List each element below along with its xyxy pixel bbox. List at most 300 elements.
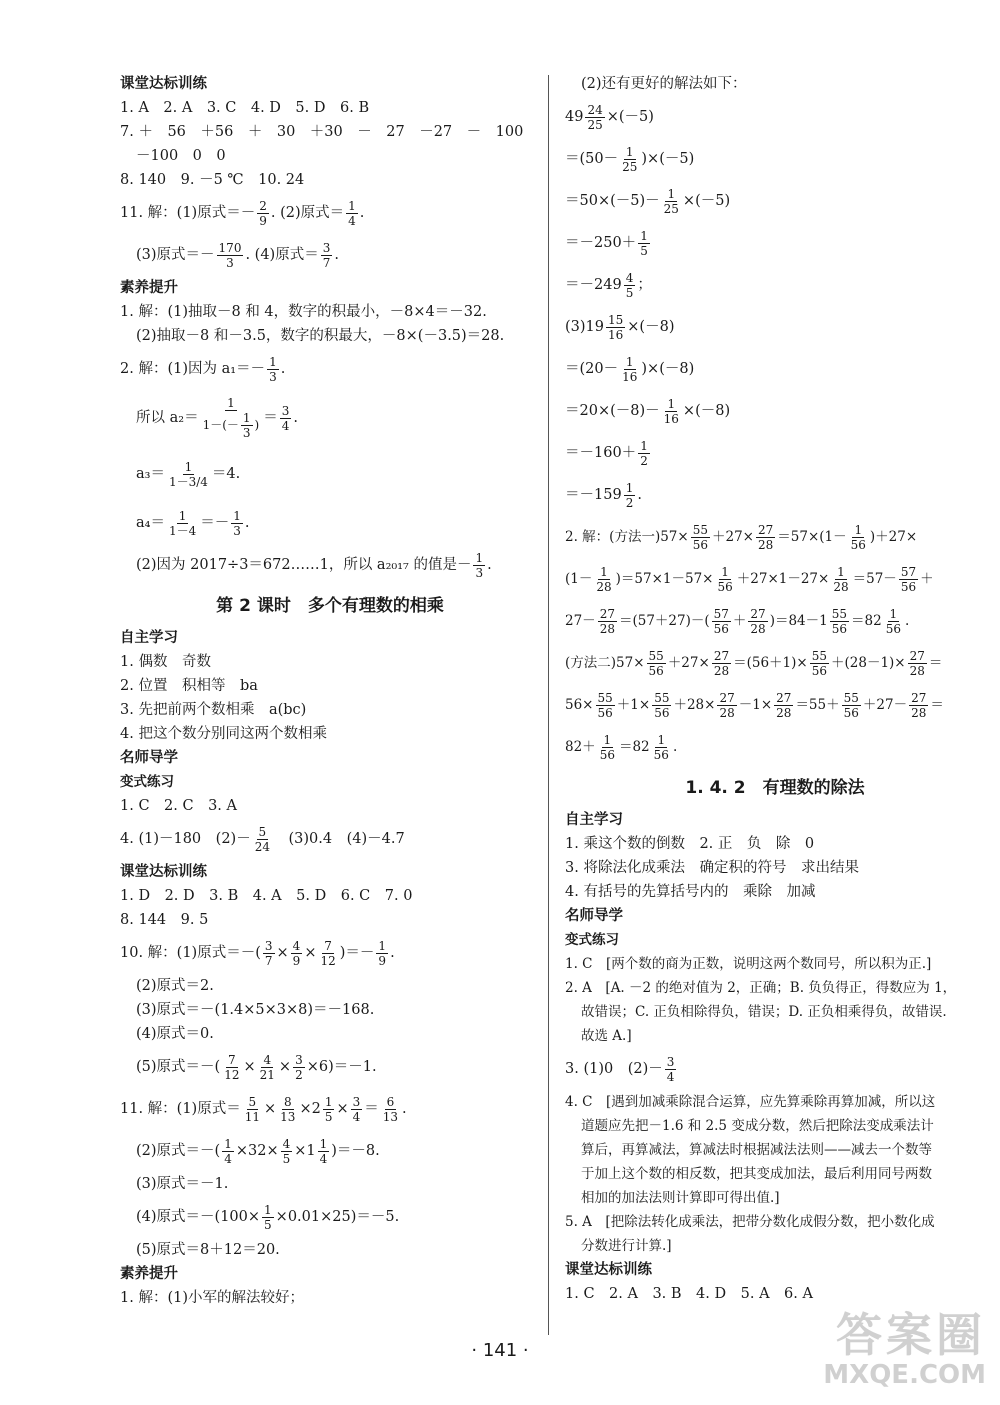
fraction	[810, 649, 829, 678]
text: ＋	[920, 571, 934, 587]
numerator: 55	[692, 523, 708, 537]
fraction	[262, 1203, 274, 1232]
page-number: · 141 ·	[471, 1340, 529, 1361]
numerator: 8	[283, 1094, 292, 1109]
answer-line: 道题应先把－1.6 和 2.5 变成分数，然后把除法变成乘法计	[581, 1118, 934, 1134]
text: ＋1×	[616, 697, 651, 713]
denominator: 28	[776, 706, 792, 720]
lesson-heading: 第 2 课时 多个有理数的相乘	[216, 596, 444, 616]
text: 11. 解：(1)原式＝－	[120, 205, 256, 221]
section-title: 素养提升	[120, 1266, 178, 1282]
answer-line	[565, 306, 985, 348]
denominator: 4	[281, 418, 290, 433]
text: 2. 解：(1)因为 a₁＝－	[120, 361, 266, 377]
text: ＝57－	[852, 571, 897, 587]
denominator: 56	[654, 706, 670, 720]
fraction	[241, 411, 253, 440]
denominator: 9	[378, 953, 387, 968]
fraction	[899, 565, 918, 594]
denominator: 4	[666, 1069, 675, 1084]
answer-line: 故选 A.]	[581, 1028, 632, 1044]
fraction	[624, 481, 636, 510]
text: 4. (1)－180 (2)－	[120, 831, 251, 847]
denominator: 2	[295, 1067, 303, 1082]
text: ＝	[930, 697, 944, 713]
text: a₄＝	[136, 515, 165, 531]
right-column	[565, 72, 985, 1306]
denominator: 24	[254, 839, 270, 854]
denominator: 3	[242, 426, 251, 440]
fraction	[647, 649, 666, 678]
denominator: 3	[475, 565, 484, 580]
answer-line	[120, 446, 540, 502]
fraction	[652, 733, 671, 762]
numerator: 7	[324, 938, 332, 953]
numerator: 1	[667, 186, 676, 201]
text: ＝－160＋	[565, 445, 637, 461]
fraction	[217, 241, 244, 270]
answer-line: (4)原式＝0.	[136, 1026, 214, 1042]
fraction	[594, 565, 613, 594]
text: ＝82	[618, 739, 650, 755]
denominator: 5	[282, 1151, 291, 1166]
fraction	[267, 355, 279, 384]
numerator: 1	[224, 1136, 232, 1151]
denominator: 28	[833, 580, 849, 594]
text: (2)因为 2017÷3＝672……1，所以 a₂₀₁₇ 的值是－	[136, 557, 472, 573]
period: .	[334, 247, 339, 263]
answer-line: 3. 先把前两个数相乘 a(bc)	[120, 702, 307, 718]
text: ＝50×(－5)－	[565, 193, 660, 209]
numerator: 4	[625, 270, 634, 285]
numerator: 1	[625, 354, 634, 369]
text: . (2)原式＝	[270, 205, 345, 221]
fraction	[167, 460, 210, 489]
text: ×	[304, 945, 317, 961]
section-title: 课堂达标训练	[565, 1262, 652, 1278]
text: ×0.01×25)＝－5.	[275, 1209, 400, 1225]
answer-line: 1. 偶数 奇数	[120, 654, 211, 670]
text: ×	[336, 1101, 349, 1117]
text: .	[672, 739, 678, 755]
answer-line	[565, 516, 985, 558]
numerator: 57	[713, 607, 729, 621]
numerator: 27	[776, 691, 792, 705]
fraction	[662, 187, 681, 216]
text: 2. 解：(方法一)57×	[565, 529, 689, 545]
fraction	[278, 1095, 297, 1124]
fraction	[253, 825, 272, 854]
text: )×(－8)	[641, 361, 695, 377]
fraction	[691, 523, 710, 552]
section-title: 素养提升	[120, 280, 178, 296]
denominator: 56	[900, 580, 917, 594]
denominator: 5	[625, 285, 634, 300]
answer-line	[120, 1196, 540, 1238]
fraction	[243, 1095, 262, 1124]
fraction	[620, 355, 639, 384]
text: ×6)＝－1.	[306, 1059, 377, 1075]
text: ×	[276, 945, 289, 961]
denominator: 7	[322, 255, 331, 270]
text: ×	[278, 1059, 292, 1075]
fraction	[665, 1055, 677, 1084]
answer-line	[565, 726, 985, 768]
period: .	[390, 945, 395, 961]
text: .	[637, 487, 642, 503]
denominator: 16	[608, 327, 624, 342]
denominator: 16	[622, 369, 638, 384]
numerator: 1	[324, 1094, 333, 1109]
answer-line: 分数进行计算.]	[581, 1238, 672, 1254]
text: －1×	[738, 697, 773, 713]
text: a₃＝	[136, 466, 165, 482]
numerator: 1	[348, 198, 356, 213]
numerator: 3	[295, 1052, 303, 1067]
answer-line: 相加的加法法则计算即可得出值.]	[581, 1190, 780, 1206]
numerator: 55	[597, 691, 613, 705]
text: ＝57×(1－	[777, 529, 847, 545]
fraction	[293, 1053, 305, 1082]
column-divider	[548, 75, 549, 1335]
numerator: 3	[264, 938, 273, 953]
answer-line: 1. 解：(1)抽取－8 和 4，数字的积最小，－8×4＝－32.	[120, 304, 487, 320]
text: ＝55＋	[795, 697, 840, 713]
denominator: 12	[224, 1067, 240, 1082]
fraction	[321, 241, 333, 270]
text: (3)19	[565, 319, 604, 335]
fraction	[620, 145, 639, 174]
numerator: 4	[292, 938, 301, 953]
fraction	[222, 1137, 234, 1166]
answer-line	[120, 390, 540, 446]
fraction	[756, 523, 775, 552]
answer-line	[120, 544, 540, 586]
denominator: 11	[244, 1109, 260, 1124]
text: ＝(56＋1)×	[733, 655, 808, 671]
numerator: 1	[625, 480, 634, 495]
text: ×2	[299, 1101, 321, 1117]
denominator: 25	[663, 201, 679, 216]
numerator: 1	[889, 607, 898, 621]
answer-line: (3)原式＝－(1.4×5×3×8)＝－168.	[136, 1002, 375, 1018]
denominator: 1－3/4	[168, 474, 208, 489]
fraction	[849, 523, 868, 552]
answer-line	[565, 180, 985, 222]
text: )	[254, 418, 260, 432]
answer-line	[120, 234, 540, 276]
numerator: 24	[587, 102, 603, 117]
lesson-heading: 1. 4. 2 有理数的除法	[685, 778, 865, 798]
denominator: 56	[648, 664, 664, 678]
text: ＝4.	[211, 466, 241, 482]
numerator: 57	[900, 565, 917, 579]
section-title: 课堂达标训练	[120, 76, 207, 92]
text: ＋27×	[667, 655, 710, 671]
numerator: 3	[352, 1094, 361, 1109]
answer-line	[120, 1088, 540, 1130]
answer-line	[565, 1048, 985, 1090]
numerator: 3	[281, 403, 290, 418]
numerator: 170	[218, 240, 242, 255]
numerator: 55	[648, 649, 664, 663]
numerator: 5	[258, 824, 267, 839]
answer-line: (2)抽取－8 和－3.5，数字的积最大，－8×(－3.5)＝28.	[136, 328, 505, 344]
numerator: 27	[750, 607, 766, 621]
period: .	[359, 205, 365, 221]
text: ＝－250＋	[565, 235, 637, 251]
denominator: 56	[850, 538, 866, 552]
numerator: 27	[757, 523, 774, 537]
denominator: 56	[885, 622, 901, 636]
numerator: 1	[242, 411, 251, 425]
denominator: 2	[625, 495, 634, 510]
denominator: 12	[320, 953, 336, 968]
denominator: 13	[382, 1109, 399, 1124]
text: ＋28×	[673, 697, 716, 713]
text: ＝82	[851, 613, 882, 629]
watermark-logo: 答案圈	[836, 1308, 986, 1362]
numerator: 1	[625, 144, 634, 159]
equals: ＝	[364, 1101, 379, 1117]
text: 11. 解：(1)原式＝	[120, 1101, 241, 1117]
denominator: 56	[831, 622, 848, 636]
fraction	[652, 691, 671, 720]
answer-line	[565, 600, 985, 642]
numerator: 1	[184, 459, 193, 474]
denominator: 3	[233, 523, 241, 538]
denominator: 3	[226, 255, 234, 270]
denominator: 21	[259, 1067, 275, 1082]
denominator: 3	[269, 369, 277, 384]
watermark	[786, 1309, 986, 1393]
subsection-title: 变式练习	[120, 774, 174, 790]
period: .	[280, 361, 286, 377]
answer-line: －100 0 0	[136, 148, 226, 164]
text: (5)原式＝－(	[136, 1059, 221, 1075]
period: .	[487, 557, 492, 573]
numerator: 1	[264, 1202, 272, 1217]
numerator: 2	[259, 198, 267, 213]
fraction	[774, 691, 793, 720]
answer-line: (3)原式＝－1.	[136, 1176, 229, 1192]
answer-line: 1. D 2. D 3. B 4. A 5. D 6. C 7. 0	[120, 888, 413, 904]
fraction	[167, 509, 198, 538]
fraction	[638, 229, 650, 258]
text: ＝－159	[565, 487, 622, 503]
numerator: 4	[263, 1052, 272, 1067]
denominator: 28	[757, 538, 774, 552]
answer-line	[565, 684, 985, 726]
text: ＝20×(－8)－	[565, 403, 660, 419]
answer-line	[120, 1046, 540, 1088]
fraction	[231, 509, 243, 538]
text: ×	[264, 1101, 277, 1117]
fraction	[585, 103, 604, 132]
answer-line	[565, 348, 985, 390]
answer-line: 于加上这个数的相反数，把其变成加法，最后利用同号两数	[581, 1166, 932, 1182]
numerator: 55	[831, 607, 848, 621]
denominator: 5	[264, 1217, 272, 1232]
answer-line: 4. 把这个数分别同这两个数相乘	[120, 726, 327, 742]
denominator: 16	[663, 411, 679, 426]
answer-line	[565, 96, 985, 138]
answer-line: 1. 乘这个数的倒数 2. 正 负 除 0	[565, 836, 815, 852]
denominator: 4	[224, 1151, 232, 1166]
text: )＝－	[339, 945, 375, 961]
answer-line	[565, 642, 985, 684]
denominator: 56	[599, 748, 615, 762]
answer-line	[120, 348, 540, 390]
denominator: 56	[811, 664, 827, 678]
fraction	[598, 733, 617, 762]
text: ＝－	[200, 515, 230, 531]
text: ×(－5)	[606, 109, 654, 125]
text: (3)原式＝－	[136, 247, 215, 263]
fraction	[280, 404, 292, 433]
text: (方法二)57×	[565, 655, 645, 671]
numerator: 7	[228, 1052, 236, 1067]
numerator: 1	[657, 733, 666, 747]
fraction	[598, 607, 617, 636]
answer-line	[120, 1130, 540, 1172]
answer-line	[565, 264, 985, 306]
fraction	[717, 691, 736, 720]
numerator: 1	[178, 508, 187, 523]
fraction	[473, 551, 485, 580]
fraction	[201, 396, 262, 440]
denominator: 28	[750, 622, 766, 636]
left-column	[120, 72, 540, 1310]
numerator: 1	[640, 228, 648, 243]
answer-line: (2)还有更好的解法如下：	[581, 76, 747, 92]
text: ＋27×1－27×	[736, 571, 830, 587]
numerator: 55	[811, 649, 827, 663]
answer-line: 1. 解：(1)小军的解法较好；	[120, 1290, 304, 1306]
denominator	[201, 411, 262, 440]
text: (1－	[565, 571, 593, 587]
denominator: 4	[319, 1151, 328, 1166]
text: ×(－5)	[682, 193, 731, 209]
answer-line: (2)原式＝2.	[136, 978, 214, 994]
fraction	[830, 607, 849, 636]
fraction	[638, 439, 650, 468]
denominator: 25	[622, 159, 638, 174]
denominator: 1－4	[168, 523, 197, 538]
fraction	[662, 397, 681, 426]
denominator: 7	[264, 953, 273, 968]
text: (3)0.4 (4)－4.7	[273, 831, 405, 847]
fraction	[909, 691, 928, 720]
answer-line	[120, 502, 540, 544]
section-title: 名师导学	[120, 750, 178, 766]
text: ×	[243, 1059, 256, 1075]
answer-line: 4. C [遇到加减乘除混合运算，应先算乘除再算加减，所以这	[565, 1094, 936, 1110]
denominator: 2	[640, 453, 648, 468]
text: (4)原式＝－(100×	[136, 1209, 261, 1225]
answer-line: 1. C 2. A 3. B 4. D 5. A 6. A	[565, 1286, 813, 1302]
answer-line	[565, 432, 985, 474]
answer-line: 2. A [A. －2 的绝对值为 2，正确；B. 负负得正，得数应为 1，	[565, 980, 957, 996]
numerator: 27	[911, 691, 927, 705]
answer-line	[120, 192, 540, 234]
text: ×1	[294, 1143, 316, 1159]
denominator: 28	[596, 580, 612, 594]
denominator: 28	[599, 622, 615, 636]
text: 3. (1)0 (2)－	[565, 1061, 663, 1077]
numerator: 55	[843, 691, 859, 705]
fraction	[712, 649, 731, 678]
fraction	[257, 199, 269, 228]
fraction	[748, 607, 767, 636]
numerator: 27	[713, 649, 730, 663]
fraction	[376, 939, 388, 968]
numerator: 1	[640, 438, 648, 453]
answer-line	[565, 558, 985, 600]
text: 56×	[565, 697, 594, 713]
text: . (4)原式＝	[245, 247, 319, 263]
answer-line	[565, 390, 985, 432]
watermark-url: MXQE.COM	[823, 1360, 986, 1390]
numerator: 1	[837, 565, 845, 579]
numerator: 1	[378, 938, 387, 953]
fraction	[318, 939, 337, 968]
numerator: 1	[600, 565, 608, 579]
answer-line	[565, 222, 985, 264]
text: )＋27×	[869, 529, 918, 545]
text: 所以 a₂＝	[136, 410, 199, 426]
fraction	[606, 313, 625, 342]
text: 49	[565, 109, 584, 125]
fraction	[222, 1053, 241, 1082]
answer-line	[565, 138, 985, 180]
text: ＝－249	[565, 277, 622, 293]
text: )×(－5)	[641, 151, 695, 167]
text: ＝	[263, 410, 278, 426]
text: 27－	[565, 613, 596, 629]
numerator: 3	[322, 240, 331, 255]
numerator: 1	[233, 508, 241, 523]
answer-line: 1. C 2. C 3. A	[120, 798, 237, 814]
numerator: 1	[319, 1136, 328, 1151]
text: .	[905, 613, 910, 629]
denominator: 4	[348, 213, 356, 228]
answer-line: 7. ＋ 56 ＋56 ＋ 30 ＋30 － 27 －27 － 100	[120, 124, 524, 140]
fraction	[884, 607, 903, 636]
section-title: 自主学习	[565, 812, 623, 828]
section-title: 名师导学	[565, 908, 623, 924]
fraction	[842, 691, 861, 720]
section-title: 自主学习	[120, 630, 178, 646]
numerator: 1	[854, 523, 863, 537]
answer-line: 8. 144 9. 5	[120, 912, 209, 928]
numerator: 5	[248, 1094, 257, 1109]
text: (2)原式＝－(	[136, 1143, 221, 1159]
numerator: 1	[269, 354, 277, 369]
subsection-title: 变式练习	[565, 932, 619, 948]
text: )＝84－1	[769, 613, 828, 629]
denominator: 4	[352, 1109, 361, 1124]
text: 10. 解：(1)原式＝－(	[120, 945, 261, 961]
section-title: 课堂达标训练	[120, 864, 207, 880]
denominator: 28	[719, 706, 735, 720]
text: ＋	[732, 613, 747, 629]
text: ＋(28－1)×	[831, 655, 906, 671]
answer-line	[120, 818, 540, 860]
numerator: 1	[603, 733, 612, 747]
denominator: 28	[713, 664, 730, 678]
answer-line: 1. A 2. A 3. C 4. D 5. D 6. B	[120, 100, 370, 116]
